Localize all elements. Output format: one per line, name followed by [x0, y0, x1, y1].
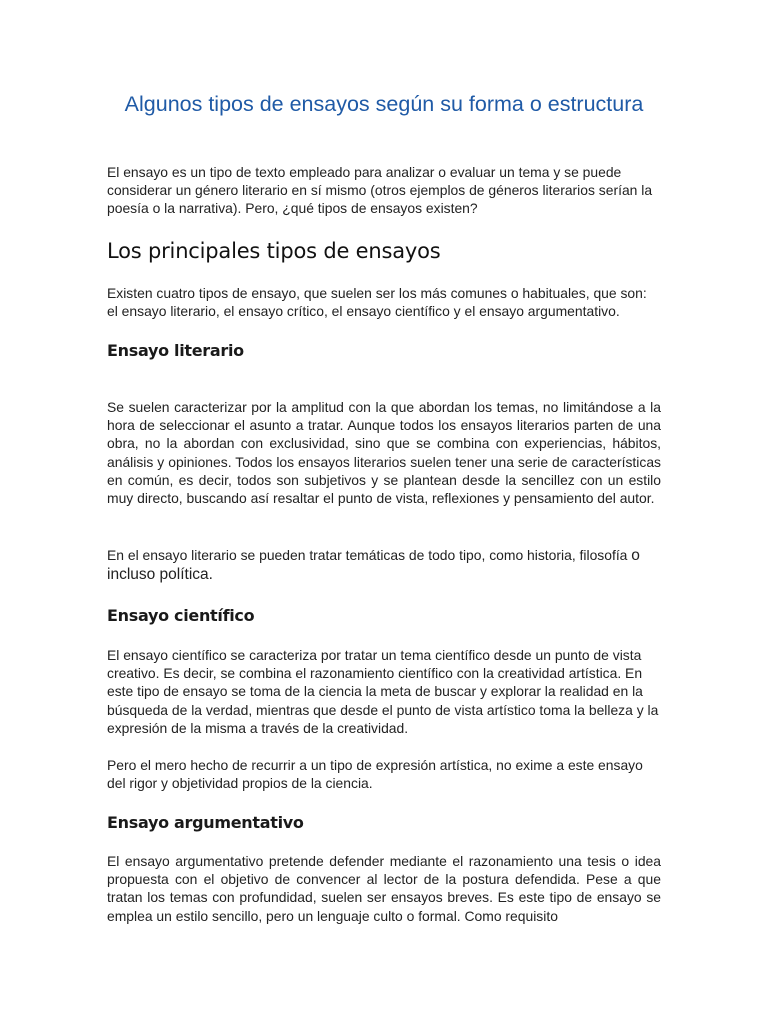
cientifico-paragraph-1: El ensayo científico se caracteriza por tratar un tema científico desde un punto de vista creativo. Es decir, se combina el razonamiento científico con la creatividad artística. En este tipo de ensayo se toma de la ciencia la meta de buscar y explorar la realidad en la búsqueda de la verdad, mientras que desde el punto de vista artístico toma la belleza y la expresión de la misma a través de la creatividad. — [107, 647, 659, 736]
cientifico-paragraph-2: Pero el mero hecho de recurrir a un tipo de expresión artística, no exime a este ensayo del rigor y objetividad propios de la ciencia. — [107, 757, 643, 792]
literario-paragraph-1: Se suelen caracterizar por la amplitud con la que abordan los temas, no limitándose a la hora de seleccionar el asunto a tratar. Aunque todos los ensayos literarios parten de una obra, no la abordan con exclusividad, sino que se combina con experiencias, hábitos, análisis y opiniones. Todos los ensayos literarios suelen tener una serie de características en común, es decir, todos son subjetivos y se plantean desde la sencillez con un estilo muy directo, buscando así resaltar el punto de vista, reflexiones y pensamiento del autor. — [107, 399, 661, 507]
literario-paragraph-2-end: o incluso política. — [107, 547, 640, 584]
section-heading: Los principales tipos de ensayos — [107, 239, 441, 263]
literario-paragraph-2 — [107, 546, 661, 584]
heading-ensayo-argumentativo: Ensayo argumentativo — [107, 813, 304, 832]
document-title: Algunos tipos de ensayos según su forma o estructura — [124, 92, 644, 116]
argumentativo-paragraph-1: El ensayo argumentativo pretende defender mediante el razonamiento una tesis o idea propuesta con el objetivo de convencer al lector de la postura defendida. Pese a que tratan los temas con profundidad, suelen ser ensayos breves. Es este tipo de ensayo se emplea un estilo sencillo, pero un lenguaje culto o formal. Como requisito — [107, 853, 661, 924]
section-intro-paragraph: Existen cuatro tipos de ensayo, que suelen ser los más comunes o habituales, que son: el ensayo literario, el ensayo crítico, el ensayo científico y el ensayo argumentativo. — [107, 285, 647, 320]
heading-ensayo-cientifico: Ensayo científico — [107, 606, 255, 625]
intro-paragraph: El ensayo es un tipo de texto empleado para analizar o evaluar un tema y se puede considerar un género literario en sí mismo (otros ejemplos de géneros literarios serían la poesía o la narrativa). Pero, ¿qué tipos de ensayos existen? — [107, 164, 653, 217]
heading-ensayo-literario: Ensayo literario — [107, 341, 244, 360]
literario-paragraph-2-main: En el ensayo literario se pueden tratar temáticas de todo tipo, como historia, filosofía — [107, 547, 628, 563]
